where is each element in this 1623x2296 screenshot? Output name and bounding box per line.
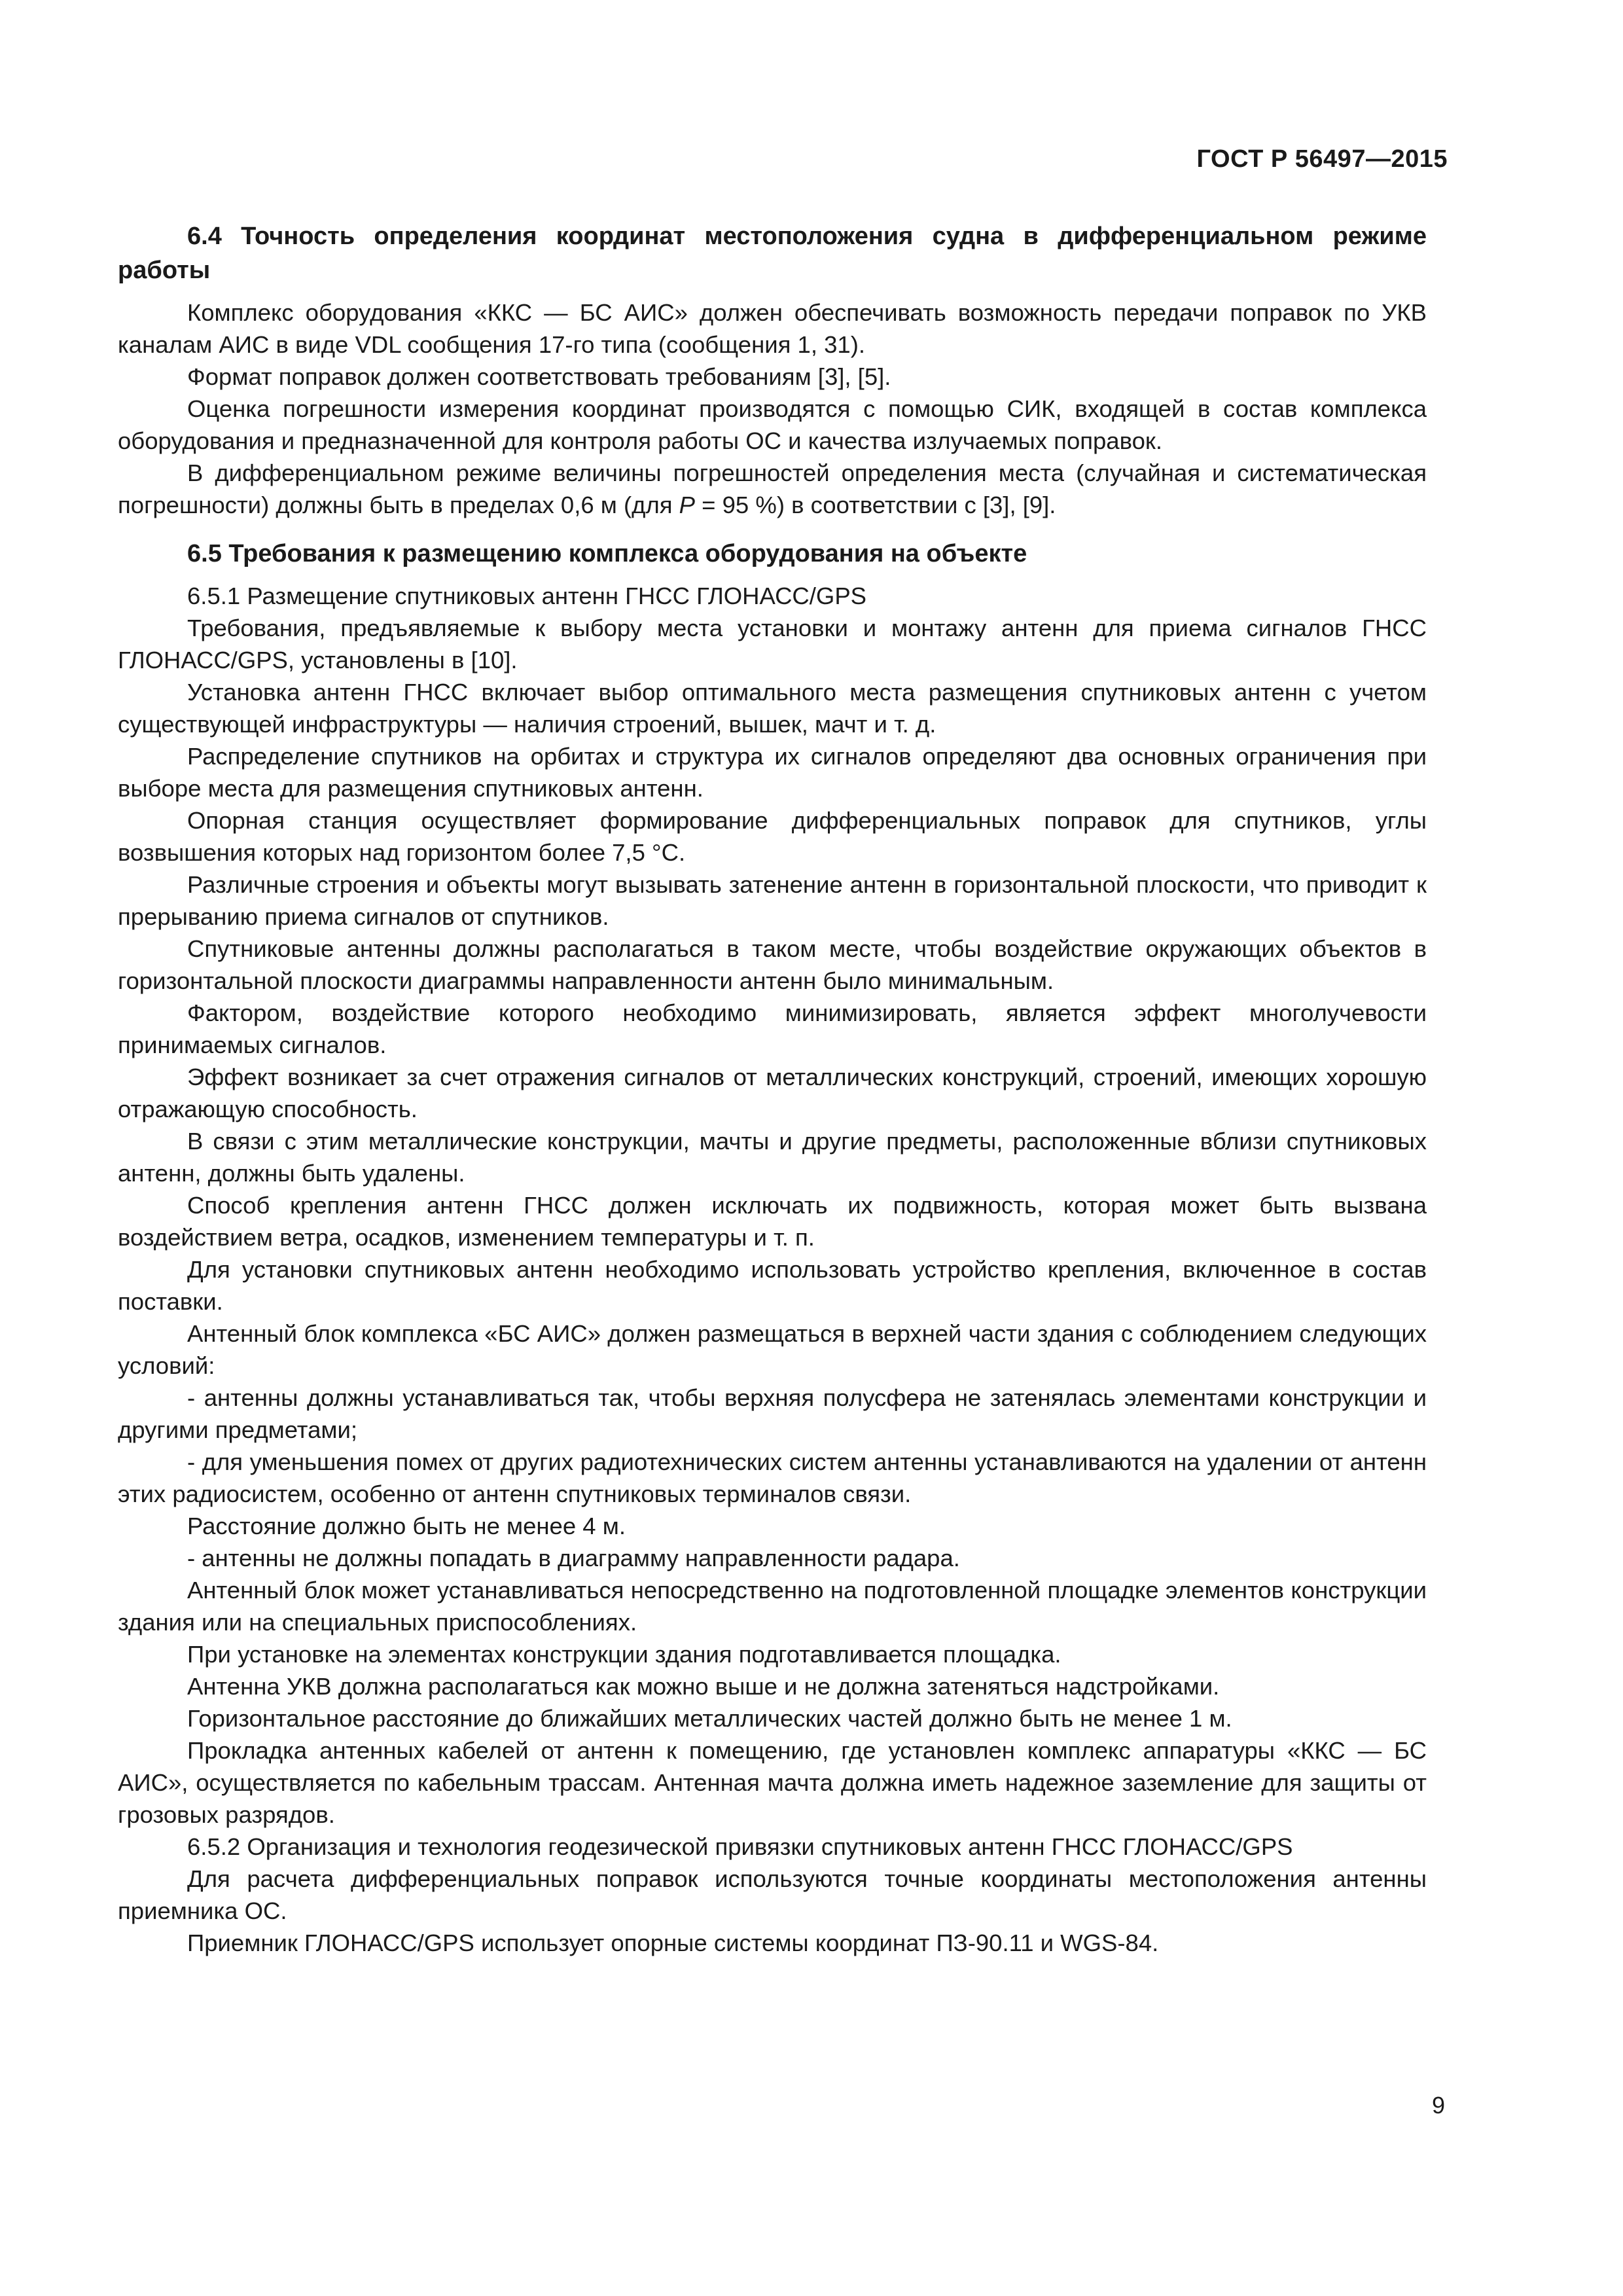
paragraph: Формат поправок должен соответствовать требованиям [3], [5].	[187, 363, 891, 390]
paragraph: Горизонтальное расстояние до ближайших металлических частей должно быть не менее 1 м.	[187, 1705, 1232, 1732]
paragraph: Способ крепления антенн ГНСС должен исключать их подвижность, которая может быть вызвана воздействием ветра, осадков, изменением температуры и т. п.	[118, 1192, 1427, 1251]
document-body	[118, 219, 1427, 1959]
section-6-4-heading: 6.4 Точность определения координат местоположения судна в дифференциальном режиме работы	[118, 223, 1427, 284]
paragraph: 6.5.1 Размещение спутниковых антенн ГНСС ГЛОНАСС/GPS	[187, 583, 867, 609]
list-item: - для уменьшения помех от других радиотехнических систем антенны устанавливаются на удалении от антенн этих радиосистем, особенно от антенн спутниковых терминалов связи.	[118, 1448, 1427, 1507]
text-run: = 95 %) в соответствии с [3], [9].	[695, 492, 1056, 518]
paragraph: 6.5.2 Организация и технология геодезической привязки спутниковых антенн ГНСС ГЛОНАСС/GPS	[187, 1833, 1293, 1860]
paragraph: В связи с этим металлические конструкции, мачты и другие предметы, расположенные вблизи спутниковых антенн, должны быть удалены.	[118, 1128, 1427, 1187]
paragraph: Спутниковые антенны должны располагаться в таком месте, чтобы воздействие окружающих объектов в горизонтальной плоскости диаграммы направленности антенн было минимальным.	[118, 935, 1427, 994]
paragraph: Опорная станция осуществляет формирование дифференциальных поправок для спутников, углы возвышения которых над горизонтом более 7,5 °С.	[118, 807, 1427, 866]
paragraph: Антенный блок может устанавливаться непосредственно на подготовленной площадке элементов конструкции здания или на специальных приспособлениях.	[118, 1577, 1427, 1636]
page-number: 9	[1431, 2092, 1445, 2119]
section-6-5-heading: 6.5 Требования к размещению комплекса оборудования на объекте	[187, 540, 1027, 567]
paragraph: Приемник ГЛОНАСС/GPS использует опорные системы координат ПЗ-90.11 и WGS-84.	[187, 1929, 1159, 1956]
paragraph: Антенный блок комплекса «БС АИС» должен размещаться в верхней части здания с соблюдением следующих условий:	[118, 1320, 1427, 1379]
paragraph: Комплекс оборудования «ККС — БС АИС» должен обеспечивать возможность передачи поправок по УКВ каналам АИС в виде VDL сообщения 17-го типа (сообщения 1, 31).	[118, 299, 1427, 358]
paragraph: Для установки спутниковых антенн необходимо использовать устройство крепления, включенное в состав поставки.	[118, 1256, 1427, 1315]
standard-number: ГОСТ Р 56497—2015	[1196, 145, 1448, 173]
paragraph: При установке на элементах конструкции здания подготавливается площадка.	[187, 1641, 1061, 1668]
list-item: - антенны не должны попадать в диаграмму направленности радара.	[187, 1545, 960, 1571]
paragraph	[118, 457, 1427, 521]
paragraph: Прокладка антенных кабелей от антенн к помещению, где установлен комплекс аппаратуры «ККС — БС АИС», осуществляется по кабельным трассам. Антенная мачта должна иметь надежное заземление для защиты от грозовых разрядов.	[118, 1737, 1427, 1828]
paragraph: Для расчета дифференциальных поправок используются точные координаты местоположения антенны приемника ОС.	[118, 1865, 1427, 1924]
paragraph: Расстояние должно быть не менее 4 м.	[187, 1513, 626, 1539]
text-run: В дифференциальном режиме величины погрешностей определения места (случайная и систематическая погрешности) должны быть в пределах 0,6 м (для	[118, 459, 1427, 518]
paragraph: Оценка погрешности измерения координат производятся с помощью СИК, входящей в состав комплекса оборудования и предназначенной для контроля работы ОС и качества излучаемых поправок.	[118, 395, 1427, 454]
paragraph: Эффект возникает за счет отражения сигналов от металлических конструкций, строений, имеющих хорошую отражающую способность.	[118, 1064, 1427, 1122]
paragraph: Распределение спутников на орбитах и структура их сигналов определяют два основных ограничения при выборе места для размещения спутниковых антенн.	[118, 743, 1427, 802]
list-item: - антенны должны устанавливаться так, чтобы верхняя полусфера не затенялась элементами конструкции и другими предметами;	[118, 1384, 1427, 1443]
paragraph: Различные строения и объекты могут вызывать затенение антенн в горизонтальной плоскости, что приводит к прерыванию приема сигналов от спутников.	[118, 871, 1427, 930]
probability-variable: P	[679, 492, 696, 518]
paragraph: Фактором, воздействие которого необходимо минимизировать, является эффект многолучевости принимаемых сигналов.	[118, 999, 1427, 1058]
paragraph: Требования, предъявляемые к выбору места установки и монтажу антенн для приема сигналов ГНСС ГЛОНАСС/GPS, установлены в [10].	[118, 615, 1427, 673]
paragraph: Антенна УКВ должна располагаться как можно выше и не должна затеняться надстройками.	[187, 1673, 1220, 1700]
paragraph: Установка антенн ГНСС включает выбор оптимального места размещения спутниковых антенн с учетом существующей инфраструктуры — наличия строений, вышек, мачт и т. д.	[118, 679, 1427, 738]
